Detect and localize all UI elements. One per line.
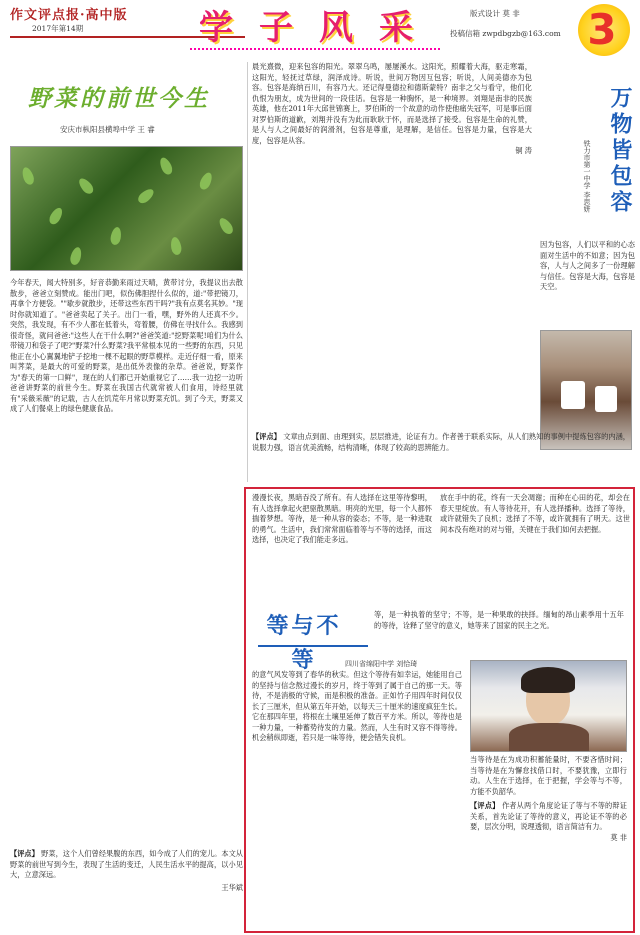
article-body: 今年春天，闻大特别多，好音恭勤来雨过天晴，黄带讨分，我提议出去散散步，爸爸立刻赞成。能出门吧，似伤佛胆捏什么似的，道:"带把镜刀，再拿个方便袋。""歇步就散步，还带这些东西干吗?"我有点莫名其妙。"现时你就知道了。"爸爸卖起了关子。出门一看，嘿，野外的人还真不少。突然，我发现，有不少人都在低着头，弯着腰，仿佛在寻找什么。我感到很奇怪，就问爸爸:"这些人在干什么啊?"爸爸笑道:"挖野菜呢!咱们为什么带镜刀和袋子了吧?"野菜?什么野菜?我平常根本见的一些野的东西，只见他正在小心翼翼地铲子挖地一棵不起眼的野草模样。走近仔细一看，原来叫荠菜，是最大的可爱的野菜，是出低外表像的杂草。爸爸说，野菜作为"春天的第一口鲜"，现在的人们都已开始重视它了……我一边挖一边听爸爸讲野菜的前世今生。野菜在我国古代就常被人们食用，诗经里就有"采薇采薇"的记载，古人在饥荒年月常以野菜充饥。到了今天，野菜又成了人们餐桌上的绿色健康食品。 — [10, 278, 243, 413]
column-divider — [247, 62, 248, 482]
article-body-continued — [252, 62, 532, 430]
banner-char-4: 采 — [379, 8, 413, 48]
featured-col-1: 漫漫长夜，黑暗吞没了所有。有人选择在这里等待黎明，有人选择拿起火把驱散黑暗。明亮的光里，每一个人都怀揣着梦想。等待，是一种从容的姿态；不等，是一种进取的勇气。生活中，我们常常面临着等与不等的选择，而这选择，也决定了我们能走多远。 — [252, 493, 432, 544]
issue-number: 2017年第14期 — [32, 24, 84, 33]
comment-box-2 — [252, 432, 630, 474]
portrait-photo — [470, 660, 627, 752]
comment-box — [10, 849, 243, 931]
designer-label: 版式设计 莫 非 — [470, 9, 520, 18]
featured-byline: 四川省绵阳中学 刘恰琦 — [345, 660, 418, 668]
featured-comment-signer: 莫 非 — [610, 832, 627, 842]
comment-label: 【评点】 — [10, 849, 39, 858]
article-title-vertical: 万物皆包容 — [607, 86, 633, 216]
title-underline — [258, 645, 368, 647]
banner-char-1: 学 — [199, 8, 233, 48]
banner-char-2: 子 — [259, 8, 293, 48]
comment-text-2: 文章由点到面、由理到实，层层推进，论证有力。作者善于联系实际，从人们熟知的事例中提炼包容的内涵，说服力强，语言优美流畅，结构清晰，体现了较高的思辨能力。 — [252, 432, 630, 452]
header-info — [450, 6, 580, 46]
article-side-text: 因为包容，人们以平和的心态面对生活中的不如意；因为包容，人与人之间多了一份理解与信任。包容是大海，包容是天空。 — [540, 240, 635, 291]
article-title-wild-vegetables: 野菜的前世今生 — [28, 85, 210, 112]
comment-signer: 王华斌 — [221, 882, 243, 892]
featured-col-2: 放在手中的花，终有一天会凋谢；而种在心田的花，却会在春天里绽放。有人等待花开，有人选择播种。选择了等待，或许就错失了良机；选择了不等，或许就拥有了明天。这世间本没有绝对的对与错，关键在于我们如何去把握。 — [440, 493, 630, 534]
featured-col-4-text: 当等待是在为成功积蓄能量时，不要吝惜时间；当等待是在为懈怠找借口时，不要犹豫，立即行动。人生在于选择，在于把握，学会等与不等，方能不负韶华。 — [470, 755, 627, 796]
featured-col-4 — [470, 755, 627, 925]
banner-decoration — [190, 48, 440, 56]
masthead — [10, 4, 170, 34]
newspaper-brand: 作文评点报·高中版 — [10, 8, 128, 23]
featured-col-3: 的意气风发等到了春华的秋实。但这个等待有如幸运，她能用自己的坚持与信念熬过漫长的岁月，终于等到了属于自己的那一天。等待，不是消极的守候，而是积极的准备。正如竹子用四年时间仅仅长了三厘米，但从第五年开始，以每天三十厘米的速度疯狂生长。它在那四年里，将根在土壤里延伸了数百平方米。所以，等待也是一种力量，一种蓄势待发的力量。然而，人生有时又容不得等待。机会稍纵即逝，若只是一味等待，便会错失良机。 — [252, 670, 462, 742]
wild-vegetable-photo — [10, 146, 243, 271]
comment-label-2: 【评点】 — [252, 432, 281, 441]
page-number: 3 — [587, 5, 617, 54]
email-label: 投稿信箱 zwpdbgzb@163.com — [450, 29, 561, 38]
comment-text: 野菜，这个人们曾经果腹的东西，如今成了人们的宠儿。本文从野菜的前世写到今生，表现了生活的变迁，人民生活水平的提高，以小见大，立意深远。 — [10, 849, 243, 879]
article-byline: 安庆市枞阳县横埠中学 王 睿 — [60, 125, 155, 134]
article-byline-vertical: 铁力市第一中学 李思妍 — [583, 140, 591, 213]
featured-comment-text: 作者从两个角度论证了等与不等的辩证关系，首先论证了等待的意义，再论证不等的必要，层次分明，说理透彻，语言简洁有力。 — [470, 801, 627, 831]
banner-char-3: 风 — [319, 8, 353, 48]
mid-text: 晨光熹微，迎来包容的阳光。翠翠乌鸣，屡屡溪水。这阳光，照耀着大海，驱走寒霜，这阳光，轻抚过草绿，润泽成诗。听说，世间万物因互包容；听说，人间美德亦为包容。包容是海纳百川，有容乃大。还记得曼德拉和德斯蒙特？南非之父与看守，他们化仇恨为朋友，成为世间的一段佳话。包容是一种胸怀，是一种境界。刘翔是南非的民族英雄，他在2011年大邱世锦赛上，罗伯斯的一个故意的动作使他痛失冠军，可是事后面对罗伯斯的道歉，刘翔并没有为此而耿耿于怀，而是选择了接受。包容是生命的礼赞，是人与人之间最好的润滑剂，包容是尊重，是理解，是信任。包容是力量，包容是大度，包容是从容。 — [252, 62, 532, 145]
section-banner — [190, 2, 440, 62]
featured-title: 等与不等 — [266, 613, 342, 673]
featured-mid-text: 等，是一种执着的坚守；不等，是一种果敢的抉择。缅甸的昂山素季用十五年的等待，诠释了坚守的意义，她等来了国家的民主之光。 — [374, 610, 624, 630]
featured-comment-label: 【评点】 — [470, 801, 500, 810]
mid-signer: 铜 涛 — [515, 146, 532, 155]
